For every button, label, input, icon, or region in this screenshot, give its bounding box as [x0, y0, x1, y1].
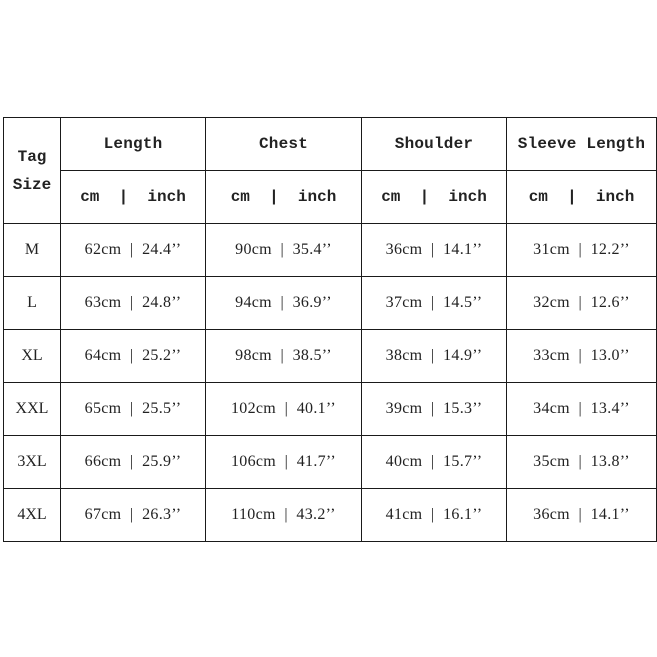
- table-row: [4, 277, 657, 330]
- unit-row: [4, 171, 657, 224]
- column-header-shoulder: Shoulder: [362, 118, 507, 171]
- shoulder-cell: 41cm | 16.1’’: [362, 489, 507, 542]
- shoulder-cell: 37cm | 14.5’’: [362, 277, 507, 330]
- unit-label-chest: cm | inch: [206, 171, 362, 224]
- shoulder-cell: 38cm | 14.9’’: [362, 330, 507, 383]
- size-cell: L: [4, 277, 61, 330]
- table-row: [4, 330, 657, 383]
- sleeve-length-cell: 33cm | 13.0’’: [507, 330, 657, 383]
- shoulder-cell: 39cm | 15.3’’: [362, 383, 507, 436]
- length-cell: 62cm | 24.4’’: [61, 224, 206, 277]
- length-cell: 63cm | 24.8’’: [61, 277, 206, 330]
- unit-label-length: cm | inch: [61, 171, 206, 224]
- length-cell: 67cm | 26.3’’: [61, 489, 206, 542]
- chest-cell: 94cm | 36.9’’: [206, 277, 362, 330]
- chest-cell: 90cm | 35.4’’: [206, 224, 362, 277]
- size-cell: 3XL: [4, 436, 61, 489]
- sleeve-length-cell: 31cm | 12.2’’: [507, 224, 657, 277]
- table-row: [4, 436, 657, 489]
- column-header-sleeve-length: Sleeve Length: [507, 118, 657, 171]
- size-cell: M: [4, 224, 61, 277]
- column-header-length: Length: [61, 118, 206, 171]
- chest-cell: 110cm | 43.2’’: [206, 489, 362, 542]
- size-cell: XL: [4, 330, 61, 383]
- sleeve-length-cell: 34cm | 13.4’’: [507, 383, 657, 436]
- chest-cell: 106cm | 41.7’’: [206, 436, 362, 489]
- size-cell: 4XL: [4, 489, 61, 542]
- tag-label: Tag: [17, 147, 47, 166]
- sleeve-length-cell: 36cm | 14.1’’: [507, 489, 657, 542]
- length-cell: 65cm | 25.5’’: [61, 383, 206, 436]
- table-row: [4, 383, 657, 436]
- chest-cell: 102cm | 40.1’’: [206, 383, 362, 436]
- tag-size-header: [4, 118, 61, 224]
- header-row: [4, 118, 657, 171]
- size-label: Size: [12, 175, 52, 194]
- shoulder-cell: 40cm | 15.7’’: [362, 436, 507, 489]
- unit-label-shoulder: cm | inch: [362, 171, 507, 224]
- sleeve-length-cell: 32cm | 12.6’’: [507, 277, 657, 330]
- sleeve-length-cell: 35cm | 13.8’’: [507, 436, 657, 489]
- unit-label-sleeve-length: cm | inch: [507, 171, 657, 224]
- size-cell: XXL: [4, 383, 61, 436]
- size-chart-table: [3, 117, 657, 542]
- table-row: [4, 489, 657, 542]
- shoulder-cell: 36cm | 14.1’’: [362, 224, 507, 277]
- chest-cell: 98cm | 38.5’’: [206, 330, 362, 383]
- length-cell: 66cm | 25.9’’: [61, 436, 206, 489]
- table-row: [4, 224, 657, 277]
- column-header-chest: Chest: [206, 118, 362, 171]
- length-cell: 64cm | 25.2’’: [61, 330, 206, 383]
